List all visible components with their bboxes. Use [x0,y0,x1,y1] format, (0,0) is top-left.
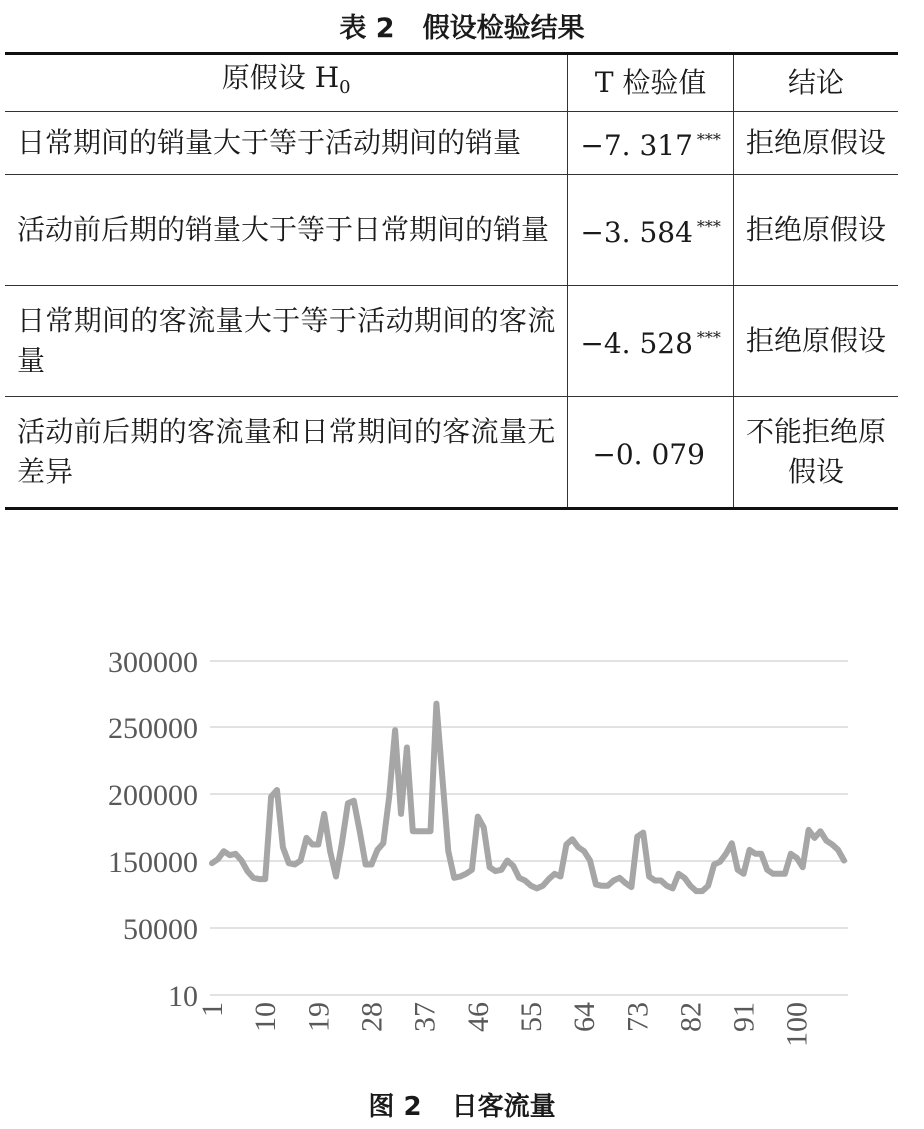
series-line [212,704,844,892]
y-tick-label: 150000 [108,846,198,879]
conclusion-cell: 不能拒绝原假设 [733,397,898,509]
x-tick-label: 19 [302,1002,336,1032]
x-tick-label: 55 [514,1002,548,1032]
t-value-cell [568,112,734,175]
x-tick-label: 28 [355,1002,389,1032]
header-hypothesis [5,54,568,112]
y-tick-label: 200000 [108,779,198,812]
table-caption-title: 假设检验结果 [422,13,585,44]
t-value-cell [568,286,734,397]
figure-caption [0,1086,924,1123]
header-hypothesis-label: 原假设 H [221,61,340,94]
t-value: −3. 584 [580,216,693,249]
table-row [5,286,898,397]
x-tick-label: 37 [408,1002,442,1032]
x-tick-label: 82 [674,1002,708,1032]
x-tick-label: 100 [780,1002,814,1047]
significance-marker: *** [696,130,721,149]
x-tick-label: 1 [196,1002,229,1017]
hypothesis-cell: 日常期间的客流量大于等于活动期间的客流量 [5,286,568,397]
hypothesis-test-table [5,52,898,510]
table-row [5,175,898,286]
significance-marker: *** [696,328,721,347]
hypothesis-cell: 活动前后期的客流量和日常期间的客流量无差异 [5,397,568,509]
figure-caption-number: 图 2 [368,1092,422,1122]
table-row [5,397,898,509]
x-tick-label: 73 [621,1002,655,1032]
x-tick-label: 64 [568,1002,602,1032]
x-tick-label: 91 [727,1002,761,1032]
conclusion-cell: 拒绝原假设 [733,286,898,397]
y-tick-label: 50000 [123,913,198,946]
table-caption [0,6,924,45]
conclusion-cell: 拒绝原假设 [733,112,898,175]
hypothesis-cell: 活动前后期的销量大于等于日常期间的销量 [5,175,568,286]
figure-caption-title: 日客流量 [451,1092,556,1122]
header-conclusion: 结论 [733,54,898,112]
table-caption-number: 表 2 [339,13,395,44]
t-value-cell [568,175,734,286]
x-tick-label: 46 [461,1002,495,1032]
t-value: −4. 528 [580,327,693,360]
t-value-cell [568,397,734,509]
hypothesis-cell: 日常期间的销量大于等于活动期间的销量 [5,112,568,175]
header-hypothesis-subscript: 0 [339,77,351,98]
y-tick-label: 250000 [108,712,198,745]
y-tick-label: 300000 [108,646,198,679]
conclusion-cell: 拒绝原假设 [733,175,898,286]
header-t-value: T 检验值 [568,54,734,112]
t-value: −0. 079 [592,438,705,471]
t-value: −7. 317 [580,129,693,162]
x-tick-label: 10 [249,1002,283,1032]
table-header-row [5,54,898,112]
table-row [5,112,898,175]
y-tick-label: 10 [168,980,198,1013]
significance-marker: *** [696,217,721,236]
daily-traffic-chart [0,630,924,1075]
